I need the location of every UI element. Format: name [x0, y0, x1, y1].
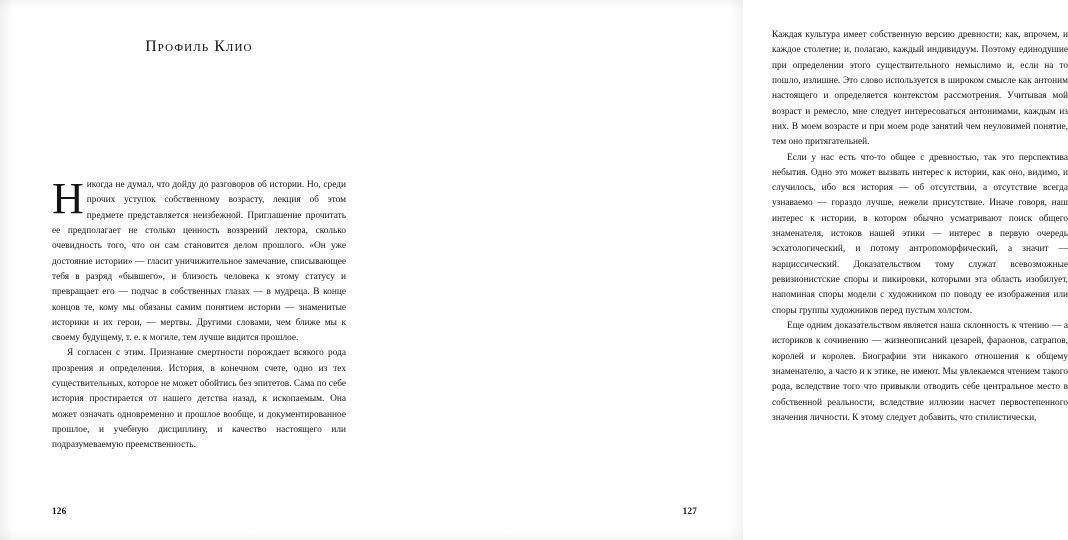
- paragraph: Каждая культура имеет собственную версию древности; как, впрочем, и каждое столетие; и, полагаю, каждый индивидуум. Поэтому единодушие при определении этого существительного немыслимо и, если на то пошло, излишне. Это слово используется в широком смысле как антоним настоящего и определяется контекстом рассмотрения. Учитывая мой возраст и ремесло, мне следует интересоваться антонимами, каждым из них. В моем возрасте и при моем роде занятий чем неуловимей понятие, тем оно притягательней.: [772, 30, 1068, 148]
- paragraph: Еще одним доказательством является наша склонность к чтению — а историков к сочинению — жизнеописаний цезарей, фараонов, сатрапов, королей и королев. Биографии эти никакого отношения к общему знаменателю, а часто и к этике, не имеют. Мы увлекаемся чтением такого рода, вследствие того что привыкли отводить себе центральное место в собственной реальности, вследствие иллюзии насчет первостепенного значения личности. К этому следует добавить, что стилистически,: [772, 320, 1068, 423]
- paragraph-text: икогда не думал, что дойду до разговоров об истории. Но, среди прочих уступок собственному возрасту, лекция об этом предмете представляется неизбежной. Приглашение прочитать ее предполагает не столько ценность воззрений лектора, сколько очевидность того, что он сам становится делом прошлого. «Он уже достояние истории» — гласит уничижительное замечание, списывающее тебя в разряд «бывшего», и близость человека к этому статусу и превращает его — подчас в собственных глазах — в мудреца. В конце концов те, кому мы обязаны самим понятием истории — знаменитые историки и их герои, — мертвы. Другими словами, чем ближе мы к своему будущему, т. е. к могиле, тем лучше видится прошлое.: [52, 180, 346, 344]
- paragraph: [52, 174, 346, 346]
- drop-cap: Н: [52, 174, 84, 223]
- right-column-text: [772, 28, 1068, 426]
- left-column-text: [52, 174, 346, 454]
- page-left: [0, 0, 371, 540]
- page-number-right: 127: [682, 506, 697, 516]
- page-right: [371, 0, 1068, 540]
- page-title: Профиль Клио: [145, 38, 253, 56]
- page-number-left: 126: [52, 506, 67, 516]
- paragraph: Я согласен с этим. Признание смертности порождает всякого рода прозрения и определения. История, в конечном счете, одно из тех существительных, которое не может обойтись без эпитетов. Сама по себе история простирается от нашего детства назад, к ископаемым. Она может означать одновременно и прошлое вообще, и документированное прошлое, и учебную дисциплину, и качество настоящего или подразумеваемую преемственность.: [52, 348, 346, 451]
- paragraph: Если у нас есть что-то общее с древностью, так это перспектива небытия. Одно это может вызвать интерес к истории, как оно, видимо, и случилось, ибо вся история — об отсутствии, а отсутствие всегда узнаваемо — гораздо лучше, нежели присутствие. Иначе говоря, наш интерес к истории, в котором обычно усматривают поиск общего знаменателя, истоков нашей этики — интерес в первую очередь эсхатологический, и потому антропоморфический, а значит — нарциссический. Доказательством тому служат всевозможные ревизионистские споры и пикировки, которыми эта область изобилует, напоминая споры модели с художником по поводу ее изображения или споры группы художников перед пустым холстом.: [772, 152, 1068, 316]
